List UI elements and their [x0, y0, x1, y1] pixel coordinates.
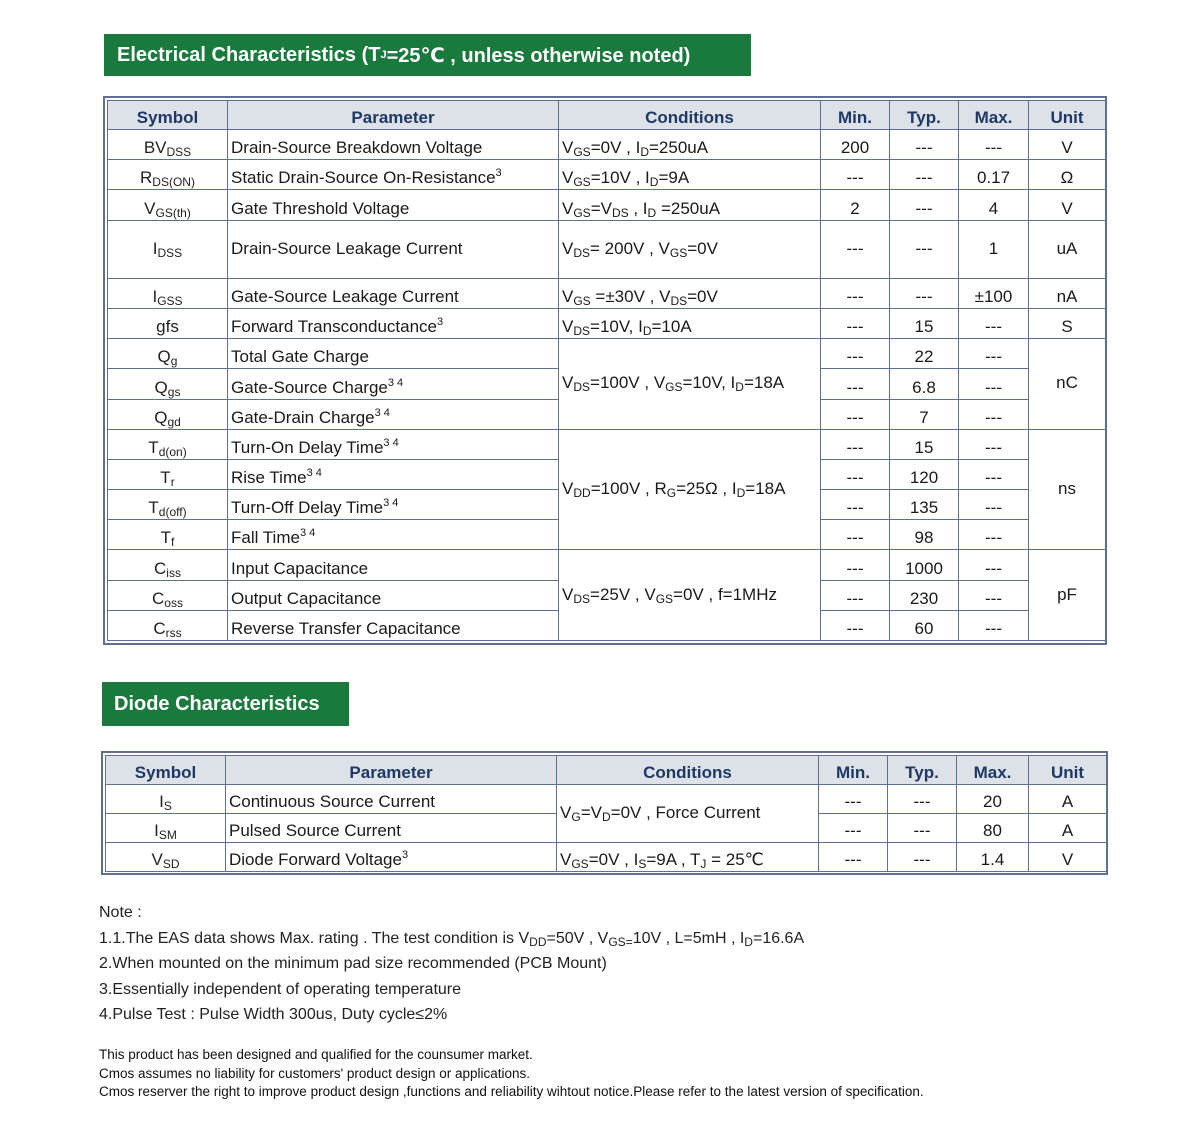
- symbol-cell: [106, 843, 226, 872]
- max-cell: 4: [959, 190, 1029, 220]
- notes-label: Note :: [99, 904, 142, 921]
- symbol-subscript: iss: [166, 565, 181, 580]
- note-subscript: D: [744, 934, 753, 949]
- conditions-text: =100V , R: [590, 479, 667, 499]
- symbol-cell: [108, 429, 228, 459]
- parameter-cell: [226, 843, 557, 872]
- header-conditions: Conditions: [557, 756, 819, 785]
- symbol-subscript: oss: [164, 595, 183, 610]
- note-4: 4.Pulse Test : Pulse Width 300us, Duty cycle≤2%: [99, 1006, 448, 1023]
- table-row: [106, 785, 1107, 814]
- header-typ: Typ.: [890, 101, 959, 130]
- conditions-text: =10V, I: [590, 317, 643, 337]
- parameter-text: Gate-Drain Charge: [231, 407, 375, 427]
- max-cell: ---: [959, 399, 1029, 429]
- symbol-subscript: d(on): [158, 444, 187, 459]
- parameter-text: Static Drain-Source On-Resistance: [231, 168, 496, 188]
- parameter-text: Continuous Source Current: [229, 792, 436, 811]
- header-min: Min.: [819, 756, 888, 785]
- conditions-cell: [559, 130, 821, 160]
- symbol-base: V: [151, 850, 163, 869]
- parameter-cell: [226, 814, 557, 843]
- parameter-cell: [228, 369, 559, 399]
- min-cell: ---: [821, 490, 890, 520]
- table-header-row: [108, 101, 1106, 130]
- min-cell: ---: [821, 339, 890, 369]
- max-cell: 80: [957, 814, 1029, 843]
- conditions-subscript: GS: [573, 145, 591, 160]
- conditions-text: =0V , f=1MHz: [673, 584, 777, 604]
- electrical-characteristics-title: Electrical Characteristics (T J =25℃ , unless otherwise noted): [104, 34, 751, 76]
- conditions-subscript: DS: [670, 294, 688, 309]
- parameter-cell: [228, 550, 559, 580]
- table-row: [108, 339, 1106, 369]
- conditions-subscript: GS: [573, 205, 591, 220]
- min-cell: ---: [821, 309, 890, 339]
- max-cell: 0.17: [959, 160, 1029, 190]
- disclaimer-line-3: Cmos reserver the right to improve product design ,functions and reliability wihtout notice.Please refer to the latest version of specification.: [99, 1084, 924, 1099]
- symbol-subscript: DSS: [166, 145, 192, 160]
- unit-cell: V: [1029, 130, 1106, 160]
- unit-cell: S: [1029, 309, 1106, 339]
- conditions-text: V: [560, 803, 572, 822]
- conditions-text: = 200V , V: [590, 238, 670, 258]
- symbol-subscript: SD: [162, 857, 180, 871]
- typ-cell: ---: [890, 278, 959, 308]
- conditions-subscript: G: [571, 810, 581, 824]
- parameter-note-ref: 3 4: [387, 376, 404, 389]
- unit-cell: V: [1029, 190, 1106, 220]
- symbol-cell: [108, 309, 228, 339]
- symbol-base: BV: [143, 138, 167, 158]
- parameter-cell: [228, 520, 559, 550]
- conditions-text: =250uA: [656, 198, 721, 218]
- unit-cell: Ω: [1029, 160, 1106, 190]
- conditions-text: =10V , I: [590, 168, 650, 188]
- symbol-cell: [108, 160, 228, 190]
- min-cell: ---: [821, 399, 890, 429]
- symbol-subscript: g: [170, 354, 178, 369]
- parameter-note-ref: 3 4: [374, 406, 390, 419]
- conditions-subscript: D: [736, 486, 746, 501]
- min-cell: ---: [819, 785, 888, 814]
- parameter-text: Forward Transconductance: [231, 317, 437, 337]
- note-text: =16.6A: [752, 929, 805, 947]
- conditions-text: = 25℃: [706, 850, 764, 869]
- conditions-text: =25Ω , I: [676, 479, 737, 499]
- conditions-text: =0V , Force Current: [610, 803, 761, 822]
- table-row: [108, 220, 1106, 278]
- conditions-subscript: D: [735, 380, 744, 395]
- conditions-cell: [559, 220, 821, 278]
- min-cell: ---: [821, 550, 890, 580]
- parameter-note-ref: 3 4: [299, 527, 316, 540]
- note-1: [99, 926, 804, 952]
- symbol-subscript: SM: [158, 828, 177, 842]
- conditions-text: =9A: [658, 168, 690, 188]
- max-cell: ---: [959, 369, 1029, 399]
- parameter-text: Drain-Source Breakdown Voltage: [231, 138, 483, 158]
- symbol-base: V: [144, 198, 156, 218]
- parameter-cell: [228, 309, 559, 339]
- parameter-cell: [228, 610, 559, 640]
- conditions-subscript: GS: [573, 294, 591, 309]
- header-max: Max.: [957, 756, 1029, 785]
- conditions-cell: [559, 190, 821, 220]
- typ-cell: 22: [890, 339, 959, 369]
- symbol-base: C: [152, 588, 165, 608]
- table-row: [106, 843, 1107, 872]
- max-cell: ---: [959, 580, 1029, 610]
- conditions-text: =250uA: [648, 138, 709, 158]
- typ-cell: 230: [890, 580, 959, 610]
- min-cell: ---: [819, 814, 888, 843]
- conditions-subscript: D: [642, 324, 652, 339]
- conditions-text: V: [562, 584, 574, 604]
- min-cell: ---: [821, 610, 890, 640]
- min-cell: ---: [821, 278, 890, 308]
- unit-cell: uA: [1029, 220, 1106, 278]
- typ-cell: ---: [888, 785, 957, 814]
- conditions-subscript: DS: [573, 324, 591, 339]
- min-cell: 200: [821, 130, 890, 160]
- conditions-text: V: [562, 168, 574, 188]
- table-row: [108, 550, 1106, 580]
- conditions-text: V: [562, 373, 574, 393]
- unit-cell: nA: [1029, 278, 1106, 308]
- symbol-cell: [108, 550, 228, 580]
- max-cell: ---: [959, 309, 1029, 339]
- max-cell: ---: [959, 339, 1029, 369]
- table-row: [108, 190, 1106, 220]
- typ-cell: ---: [890, 130, 959, 160]
- parameter-text: Gate-Source Charge: [231, 377, 388, 397]
- conditions-subscript: D: [649, 175, 659, 190]
- max-cell: 1: [959, 220, 1029, 278]
- parameter-text: Drain-Source Leakage Current: [231, 238, 463, 258]
- symbol-base: T: [148, 498, 159, 518]
- symbol-base: I: [159, 792, 164, 811]
- header-unit: Unit: [1029, 101, 1106, 130]
- unit-cell: V: [1029, 843, 1107, 872]
- note-subscript: DD: [529, 934, 547, 949]
- note-3: 3.Essentially independent of operating temperature: [99, 980, 462, 998]
- symbol-cell: [108, 339, 228, 369]
- unit-cell: nC: [1029, 339, 1106, 430]
- conditions-cell: [559, 429, 821, 550]
- parameter-note-ref: 3: [495, 167, 502, 180]
- min-cell: ---: [821, 459, 890, 489]
- conditions-subscript: DS: [573, 591, 591, 606]
- conditions-subscript: D: [640, 145, 649, 160]
- parameter-cell: [228, 160, 559, 190]
- conditions-text: =V: [590, 198, 612, 218]
- parameter-cell: [228, 339, 559, 369]
- conditions-text: =0V: [687, 287, 718, 307]
- symbol-subscript: d(off): [158, 505, 187, 520]
- max-cell: 20: [957, 785, 1029, 814]
- header-parameter: Parameter: [226, 756, 557, 785]
- conditions-subscript: D: [601, 810, 611, 824]
- symbol-base: R: [140, 168, 153, 188]
- min-cell: ---: [821, 220, 890, 278]
- conditions-text: V: [562, 479, 574, 499]
- parameter-text: Output Capacitance: [231, 588, 382, 608]
- parameter-cell: [228, 278, 559, 308]
- symbol-cell: [108, 190, 228, 220]
- conditions-text: =100V , V: [590, 373, 666, 393]
- conditions-cell: [557, 843, 819, 872]
- conditions-cell: [559, 339, 821, 430]
- max-cell: ---: [959, 429, 1029, 459]
- conditions-subscript: DS: [611, 205, 629, 220]
- parameter-text: Input Capacitance: [231, 558, 369, 578]
- typ-cell: 15: [890, 309, 959, 339]
- typ-cell: ---: [888, 814, 957, 843]
- min-cell: ---: [821, 369, 890, 399]
- table-row: [108, 429, 1106, 459]
- conditions-text: , I: [628, 198, 648, 218]
- parameter-cell: [228, 490, 559, 520]
- parameter-note-ref: 3 4: [383, 497, 399, 510]
- parameter-text: Fall Time: [231, 528, 300, 548]
- conditions-text: =0V , I: [588, 850, 639, 869]
- symbol-subscript: GSS: [157, 294, 183, 309]
- typ-cell: 15: [890, 429, 959, 459]
- conditions-text: =18A: [745, 479, 786, 499]
- note-subscript: GS=: [608, 934, 633, 949]
- typ-cell: 120: [890, 459, 959, 489]
- parameter-cell: [228, 459, 559, 489]
- parameter-note-ref: 3: [437, 316, 444, 329]
- conditions-subscript: DD: [573, 486, 591, 501]
- symbol-cell: [106, 785, 226, 814]
- conditions-text: =0V , I: [590, 138, 641, 158]
- parameter-text: Reverse Transfer Capacitance: [231, 619, 461, 638]
- symbol-base: I: [152, 238, 158, 258]
- typ-cell: ---: [890, 190, 959, 220]
- conditions-text: =±30V , V: [590, 287, 671, 307]
- max-cell: ---: [959, 490, 1029, 520]
- typ-cell: 60: [890, 610, 959, 640]
- table-row: [108, 130, 1106, 160]
- parameter-text: Pulsed Source Current: [229, 821, 401, 840]
- header-min: Min.: [821, 101, 890, 130]
- conditions-subscript: G: [666, 486, 677, 501]
- min-cell: 2: [821, 190, 890, 220]
- conditions-text: V: [562, 238, 574, 258]
- conditions-subscript: GS: [573, 175, 591, 190]
- disclaimer-footer: [99, 1046, 924, 1102]
- conditions-text: V: [562, 198, 574, 218]
- note-text: 10V , L=5mH , I: [632, 929, 745, 947]
- table-header-row: [106, 756, 1107, 785]
- conditions-subscript: GS: [665, 380, 683, 395]
- table-row: [108, 160, 1106, 190]
- parameter-note-ref: 3 4: [306, 467, 322, 480]
- typ-cell: ---: [888, 843, 957, 872]
- conditions-text: V: [562, 287, 574, 307]
- conditions-text: =10V, I: [682, 373, 736, 393]
- conditions-text: =25V , V: [590, 584, 656, 604]
- typ-cell: ---: [890, 220, 959, 278]
- conditions-text: =V: [580, 803, 602, 822]
- symbol-base: T: [148, 437, 159, 457]
- symbol-base: C: [153, 619, 166, 638]
- typ-cell: ---: [890, 160, 959, 190]
- header-conditions: Conditions: [559, 101, 821, 130]
- header-parameter: Parameter: [228, 101, 559, 130]
- max-cell: 1.4: [957, 843, 1029, 872]
- conditions-subscript: GS: [655, 591, 674, 606]
- symbol-base: gfs: [156, 317, 179, 337]
- parameter-text: Gate-Source Leakage Current: [231, 287, 459, 307]
- conditions-cell: [557, 785, 819, 843]
- conditions-text: V: [560, 850, 572, 869]
- note-text: 1.1.The EAS data shows Max. rating . The test condition is V: [99, 929, 530, 947]
- unit-cell: pF: [1029, 550, 1106, 641]
- max-cell: ±100: [959, 278, 1029, 308]
- max-cell: ---: [959, 610, 1029, 640]
- header-max: Max.: [959, 101, 1029, 130]
- conditions-cell: [559, 278, 821, 308]
- symbol-cell: [108, 520, 228, 550]
- min-cell: ---: [821, 429, 890, 459]
- symbol-cell: [108, 459, 228, 489]
- max-cell: ---: [959, 520, 1029, 550]
- note-2: 2.When mounted on the minimum pad size recommended (PCB Mount): [99, 955, 607, 972]
- parameter-cell: [226, 785, 557, 814]
- symbol-cell: [108, 220, 228, 278]
- conditions-text: =10A: [651, 317, 692, 337]
- symbol-base: I: [154, 821, 159, 840]
- parameter-text: Rise Time: [231, 468, 307, 488]
- conditions-cell: [559, 550, 821, 641]
- parameter-text: Turn-Off Delay Time: [231, 498, 384, 518]
- typ-cell: 7: [890, 399, 959, 429]
- notes-section: [99, 900, 804, 1028]
- symbol-cell: [108, 130, 228, 160]
- parameter-cell: [228, 220, 559, 278]
- header-typ: Typ.: [888, 756, 957, 785]
- symbol-subscript: gd: [167, 414, 181, 429]
- symbol-base: Q: [154, 407, 168, 427]
- conditions-text: V: [562, 317, 574, 337]
- parameter-text: Total Gate Charge: [231, 347, 369, 367]
- min-cell: ---: [821, 160, 890, 190]
- symbol-cell: [108, 399, 228, 429]
- table-row: [108, 278, 1106, 308]
- parameter-text: Turn-On Delay Time: [231, 437, 384, 457]
- conditions-text: =0V: [687, 238, 718, 258]
- symbol-subscript: r: [170, 475, 175, 490]
- conditions-subscript: J: [700, 857, 707, 871]
- min-cell: ---: [821, 580, 890, 610]
- symbol-subscript: S: [163, 799, 172, 813]
- table-row: [108, 309, 1106, 339]
- parameter-cell: [228, 130, 559, 160]
- conditions-subscript: D: [647, 205, 657, 220]
- symbol-base: C: [154, 558, 167, 578]
- parameter-note-ref: 3: [401, 849, 409, 861]
- unit-cell: A: [1029, 785, 1107, 814]
- symbol-cell: [108, 610, 228, 640]
- disclaimer-line-2: Cmos assumes no liability for customers' product design or applications.: [99, 1065, 531, 1081]
- max-cell: ---: [959, 130, 1029, 160]
- parameter-cell: [228, 580, 559, 610]
- note-text: =50V , V: [546, 929, 609, 947]
- symbol-cell: [106, 814, 226, 843]
- unit-cell: ns: [1029, 429, 1106, 550]
- parameter-note-ref: 3 4: [383, 436, 399, 449]
- symbol-base: T: [160, 528, 172, 548]
- header-unit: Unit: [1029, 756, 1107, 785]
- symbol-cell: [108, 369, 228, 399]
- parameter-cell: [228, 190, 559, 220]
- diode-characteristics-title: Diode Characteristics: [102, 682, 349, 726]
- max-cell: ---: [959, 459, 1029, 489]
- conditions-subscript: S: [638, 857, 647, 871]
- symbol-subscript: f: [171, 535, 175, 550]
- symbol-base: Q: [154, 377, 168, 397]
- symbol-cell: [108, 580, 228, 610]
- parameter-cell: [228, 399, 559, 429]
- symbol-subscript: GS(th): [155, 205, 191, 220]
- conditions-text: =9A , T: [646, 850, 701, 869]
- typ-cell: 6.8: [890, 369, 959, 399]
- conditions-subscript: GS: [669, 245, 688, 260]
- diode-characteristics-table: [101, 751, 1108, 875]
- conditions-text: =18A: [743, 373, 785, 393]
- conditions-cell: [559, 309, 821, 339]
- min-cell: ---: [821, 520, 890, 550]
- symbol-cell: [108, 490, 228, 520]
- typ-cell: 98: [890, 520, 959, 550]
- symbol-base: T: [160, 468, 171, 488]
- header-symbol: Symbol: [108, 101, 228, 130]
- disclaimer-line-1: This product has been designed and qualified for the counsumer market.: [99, 1047, 533, 1062]
- symbol-base: Q: [157, 347, 171, 367]
- parameter-text: Diode Forward Voltage: [229, 850, 402, 869]
- symbol-cell: [108, 278, 228, 308]
- conditions-text: V: [562, 138, 574, 158]
- symbol-subscript: DS(ON): [152, 175, 195, 190]
- symbol-subscript: rss: [165, 626, 182, 640]
- max-cell: ---: [959, 550, 1029, 580]
- header-symbol: Symbol: [106, 756, 226, 785]
- symbol-base: I: [152, 287, 158, 307]
- parameter-text: Gate Threshold Voltage: [231, 198, 410, 218]
- symbol-subscript: DSS: [157, 245, 183, 260]
- conditions-subscript: DS: [573, 380, 591, 395]
- symbol-subscript: gs: [167, 384, 181, 399]
- conditions-subscript: DS: [573, 245, 591, 260]
- typ-cell: 1000: [890, 550, 959, 580]
- unit-cell: A: [1029, 814, 1107, 843]
- conditions-cell: [559, 160, 821, 190]
- electrical-characteristics-table: [103, 96, 1107, 645]
- typ-cell: 135: [890, 490, 959, 520]
- parameter-cell: [228, 429, 559, 459]
- min-cell: ---: [819, 843, 888, 872]
- conditions-subscript: GS: [571, 857, 589, 871]
